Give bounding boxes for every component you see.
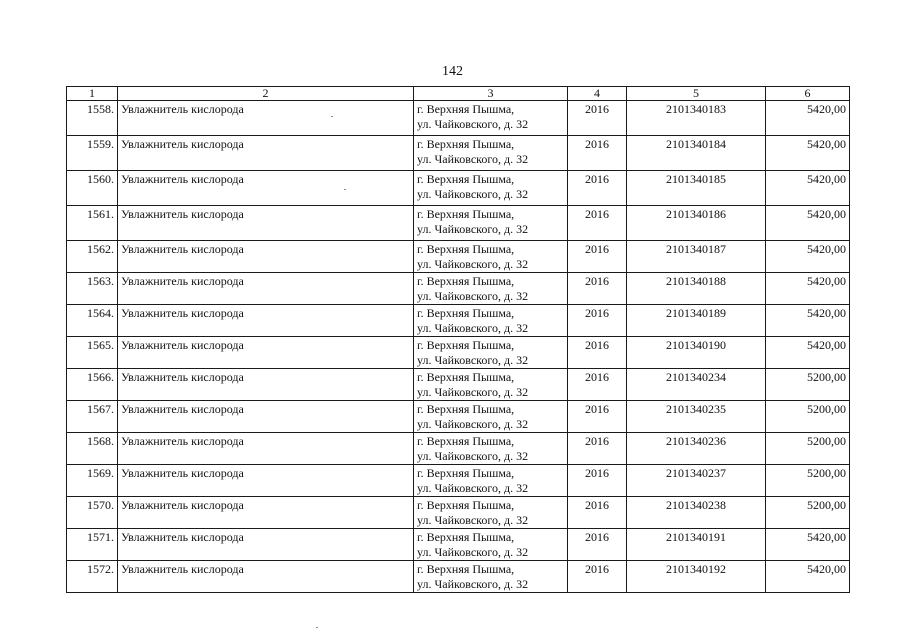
scan-speck <box>316 627 318 628</box>
item-address <box>414 401 568 433</box>
inventory-number: 2101340234 <box>627 369 766 401</box>
item-year: 2016 <box>568 369 627 401</box>
item-address <box>414 206 568 241</box>
address-city: г. Верхняя Пышма, <box>417 242 515 256</box>
item-address <box>414 529 568 561</box>
table-body <box>67 87 850 593</box>
address-street: ул. Чайковского, д. 32 <box>417 289 529 303</box>
row-number: 1572. <box>67 561 118 593</box>
item-year: 2016 <box>568 561 627 593</box>
row-number: 1560. <box>67 171 118 206</box>
page-number: 142 <box>442 64 463 79</box>
row-number: 1558. <box>67 101 118 136</box>
inventory-number: 2101340186 <box>627 206 766 241</box>
address-city: г. Верхняя Пышма, <box>417 274 515 288</box>
row-number: 1571. <box>67 529 118 561</box>
address-street: ул. Чайковского, д. 32 <box>417 545 529 559</box>
column-header: 4 <box>568 87 627 101</box>
item-year: 2016 <box>568 241 627 273</box>
address-street: ул. Чайковского, д. 32 <box>417 257 529 271</box>
table-row <box>67 206 850 241</box>
item-year: 2016 <box>568 101 627 136</box>
item-year: 2016 <box>568 529 627 561</box>
row-number: 1567. <box>67 401 118 433</box>
row-number: 1570. <box>67 497 118 529</box>
address-city: г. Верхняя Пышма, <box>417 370 515 384</box>
item-address <box>414 136 568 171</box>
table-row <box>67 273 850 305</box>
address-street: ул. Чайковского, д. 32 <box>417 577 529 591</box>
table-row <box>67 433 850 465</box>
table-row <box>67 497 850 529</box>
item-year: 2016 <box>568 273 627 305</box>
item-name: Увлажнитель кислорода <box>118 206 414 241</box>
item-name: Увлажнитель кислорода <box>118 561 414 593</box>
address-street: ул. Чайковского, д. 32 <box>417 222 529 236</box>
table-row <box>67 305 850 337</box>
table-row <box>67 561 850 593</box>
item-year: 2016 <box>568 433 627 465</box>
row-number: 1566. <box>67 369 118 401</box>
address-city: г. Верхняя Пышма, <box>417 530 515 544</box>
item-cost: 5420,00 <box>766 305 850 337</box>
column-header: 2 <box>118 87 414 101</box>
item-year: 2016 <box>568 465 627 497</box>
column-header: 5 <box>627 87 766 101</box>
item-name: Увлажнитель кислорода <box>118 305 414 337</box>
inventory-number: 2101340183 <box>627 101 766 136</box>
inventory-number: 2101340191 <box>627 529 766 561</box>
item-name: Увлажнитель кислорода <box>118 529 414 561</box>
item-name: Увлажнитель кислорода <box>118 497 414 529</box>
row-number: 1563. <box>67 273 118 305</box>
inventory-number: 2101340184 <box>627 136 766 171</box>
address-city: г. Верхняя Пышма, <box>417 207 515 221</box>
item-cost: 5420,00 <box>766 101 850 136</box>
address-city: г. Верхняя Пышма, <box>417 102 515 116</box>
row-number: 1562. <box>67 241 118 273</box>
item-cost: 5420,00 <box>766 337 850 369</box>
item-address <box>414 465 568 497</box>
row-number: 1559. <box>67 136 118 171</box>
item-name: Увлажнитель кислорода <box>118 241 414 273</box>
item-year: 2016 <box>568 497 627 529</box>
inventory-number: 2101340237 <box>627 465 766 497</box>
item-name: Увлажнитель кислорода <box>118 273 414 305</box>
item-year: 2016 <box>568 401 627 433</box>
row-number: 1564. <box>67 305 118 337</box>
item-cost: 5200,00 <box>766 369 850 401</box>
item-name: Увлажнитель кислорода <box>118 401 414 433</box>
table-row <box>67 401 850 433</box>
item-cost: 5200,00 <box>766 433 850 465</box>
inventory-number: 2101340189 <box>627 305 766 337</box>
row-number: 1569. <box>67 465 118 497</box>
item-name: Увлажнитель кислорода <box>118 101 414 136</box>
item-address <box>414 241 568 273</box>
item-year: 2016 <box>568 206 627 241</box>
table-row <box>67 369 850 401</box>
item-address <box>414 171 568 206</box>
item-name: Увлажнитель кислорода <box>118 171 414 206</box>
item-year: 2016 <box>568 171 627 206</box>
column-header: 6 <box>766 87 850 101</box>
item-cost: 5420,00 <box>766 206 850 241</box>
item-address <box>414 337 568 369</box>
inventory-number: 2101340236 <box>627 433 766 465</box>
inventory-number: 2101340192 <box>627 561 766 593</box>
item-address <box>414 497 568 529</box>
item-cost: 5420,00 <box>766 136 850 171</box>
item-year: 2016 <box>568 136 627 171</box>
item-address <box>414 305 568 337</box>
table-row <box>67 136 850 171</box>
item-name: Увлажнитель кислорода <box>118 465 414 497</box>
table-row <box>67 337 850 369</box>
item-address <box>414 101 568 136</box>
table-row <box>67 101 850 136</box>
address-street: ул. Чайковского, д. 32 <box>417 353 529 367</box>
address-city: г. Верхняя Пышма, <box>417 466 515 480</box>
address-street: ул. Чайковского, д. 32 <box>417 385 529 399</box>
inventory-number: 2101340187 <box>627 241 766 273</box>
item-address <box>414 369 568 401</box>
item-cost: 5200,00 <box>766 401 850 433</box>
item-address <box>414 273 568 305</box>
address-street: ул. Чайковского, д. 32 <box>417 513 529 527</box>
address-street: ул. Чайковского, д. 32 <box>417 117 529 131</box>
item-name: Увлажнитель кислорода <box>118 337 414 369</box>
address-street: ул. Чайковского, д. 32 <box>417 321 529 335</box>
address-city: г. Верхняя Пышма, <box>417 338 515 352</box>
address-city: г. Верхняя Пышма, <box>417 306 515 320</box>
address-street: ул. Чайковского, д. 32 <box>417 449 529 463</box>
inventory-table <box>66 86 850 593</box>
item-cost: 5200,00 <box>766 465 850 497</box>
table-row <box>67 465 850 497</box>
item-name: Увлажнитель кислорода <box>118 433 414 465</box>
address-city: г. Верхняя Пышма, <box>417 498 515 512</box>
table-row <box>67 241 850 273</box>
address-city: г. Верхняя Пышма, <box>417 402 515 416</box>
table-row <box>67 171 850 206</box>
row-number: 1565. <box>67 337 118 369</box>
item-cost: 5420,00 <box>766 529 850 561</box>
item-cost: 5420,00 <box>766 273 850 305</box>
item-year: 2016 <box>568 337 627 369</box>
address-street: ул. Чайковского, д. 32 <box>417 187 529 201</box>
table-header-row <box>67 87 850 101</box>
address-street: ул. Чайковского, д. 32 <box>417 481 529 495</box>
inventory-number: 2101340185 <box>627 171 766 206</box>
row-number: 1561. <box>67 206 118 241</box>
item-year: 2016 <box>568 305 627 337</box>
item-name: Увлажнитель кислорода <box>118 136 414 171</box>
address-city: г. Верхняя Пышма, <box>417 562 515 576</box>
address-city: г. Верхняя Пышма, <box>417 434 515 448</box>
row-number: 1568. <box>67 433 118 465</box>
inventory-number: 2101340190 <box>627 337 766 369</box>
address-city: г. Верхняя Пышма, <box>417 172 515 186</box>
item-cost: 5200,00 <box>766 497 850 529</box>
item-cost: 5420,00 <box>766 561 850 593</box>
item-cost: 5420,00 <box>766 241 850 273</box>
item-cost: 5420,00 <box>766 171 850 206</box>
address-city: г. Верхняя Пышма, <box>417 137 515 151</box>
inventory-number: 2101340238 <box>627 497 766 529</box>
inventory-number: 2101340188 <box>627 273 766 305</box>
item-address <box>414 561 568 593</box>
address-street: ул. Чайковского, д. 32 <box>417 152 529 166</box>
table-row <box>67 529 850 561</box>
column-header: 1 <box>67 87 118 101</box>
column-header: 3 <box>414 87 568 101</box>
inventory-number: 2101340235 <box>627 401 766 433</box>
address-street: ул. Чайковского, д. 32 <box>417 417 529 431</box>
item-address <box>414 433 568 465</box>
item-name: Увлажнитель кислорода <box>118 369 414 401</box>
